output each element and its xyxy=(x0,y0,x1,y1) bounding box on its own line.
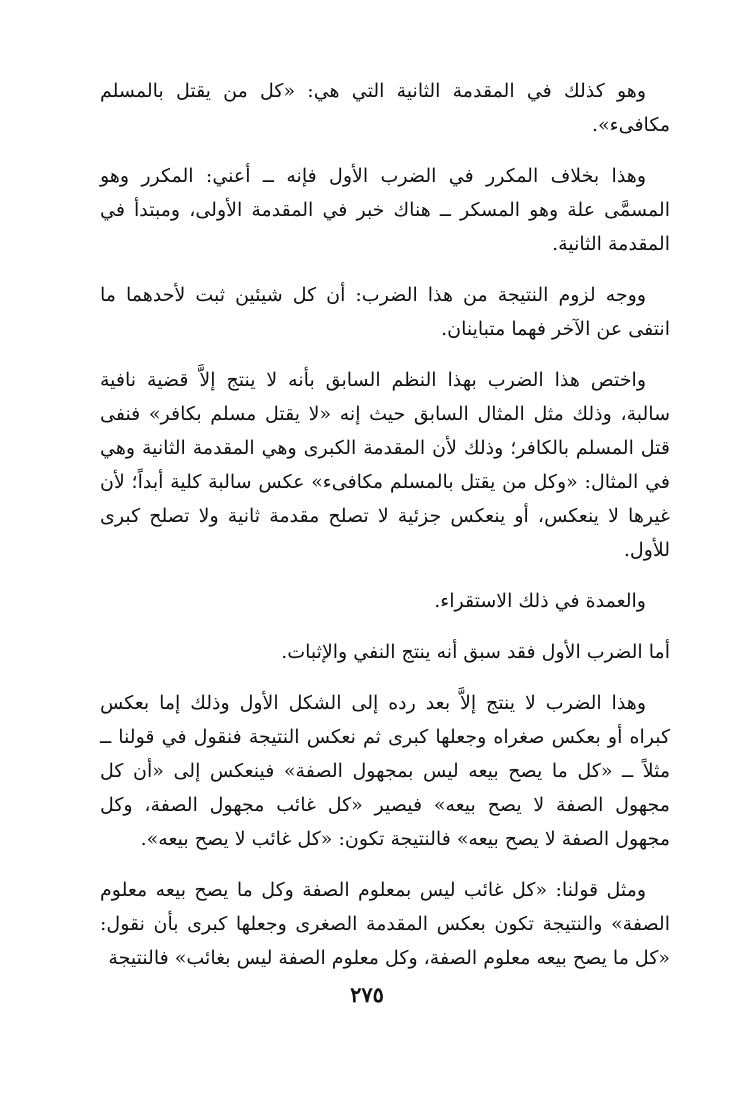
paragraph-1: وهو كذلك في المقدمة الثانية التي هي: «كل من يقتل بالمسلم مكافىء». xyxy=(100,80,670,136)
page-body xyxy=(100,74,670,992)
paragraph-2: وهذا بخلاف المكرر في الضرب الأول فإنه ــ أعني: المكرر وهو المسمَّى علة وهو المسكر ــ هناك خبر في المقدمة الأولى، ومبتدأ في المقدمة الثانية. xyxy=(100,165,670,255)
paragraph-8: ومثل قولنا: «كل غائب ليس بمعلوم الصفة وكل ما يصح بيعه معلوم الصفة» والنتيجة تكون بعكس المقدمة الصغرى وجعلها كبرى بأن نقول: «كل ما يصح بيعه معلوم الصفة، وكل معلوم الصفة ليس بغائب» فالنتيجة xyxy=(100,879,670,969)
paragraph-4: واختص هذا الضرب بهذا النظم السابق بأنه لا ينتج إلاَّ قضية نافية سالبة، وذلك مثل المثال السابق حيث إنه «لا يقتل مسلم بكافر» فنفى قتل المسلم بالكافر؛ وذلك لأن المقدمة الكبرى وهي المقدمة الثانية وهي في المثال: «وكل من يقتل بالمسلم مكافىء» عكس سالبة كلية أبداً؛ لأن غيرها لا ينعكس، أو ينعكس جزئية لا تصلح مقدمة ثانية ولا تصلح كبرى للأول. xyxy=(100,369,670,561)
page-number: ٢٧٥ xyxy=(350,982,384,1007)
paragraph-7: وهذا الضرب لا ينتج إلاَّ بعد رده إلى الشكل الأول وذلك إما بعكس كبراه أو بعكس صغراه وجعلها كبرى ثم نعكس النتيجة فنقول في قولنا ــ مثلاً ــ «كل ما يصح بيعه ليس بمجهول الصفة» فينعكس إلى «أن كل مجهول الصفة لا يصح بيعه» فيصير «كل غائب مجهول الصفة، وكل مجهول الصفة لا يصح بيعه» فالنتيجة تكون: «كل غائب لا يصح بيعه». xyxy=(100,692,670,850)
paragraph-6: أما الضرب الأول فقد سبق أنه ينتج النفي والإثبات. xyxy=(281,641,670,663)
paragraph-3: ووجه لزوم النتيجة من هذا الضرب: أن كل شيئين ثبت لأحدهما ما انتفى عن الآخر فهما متباينان. xyxy=(100,284,670,340)
paragraph-5: والعمدة في ذلك الاستقراء. xyxy=(434,590,646,612)
